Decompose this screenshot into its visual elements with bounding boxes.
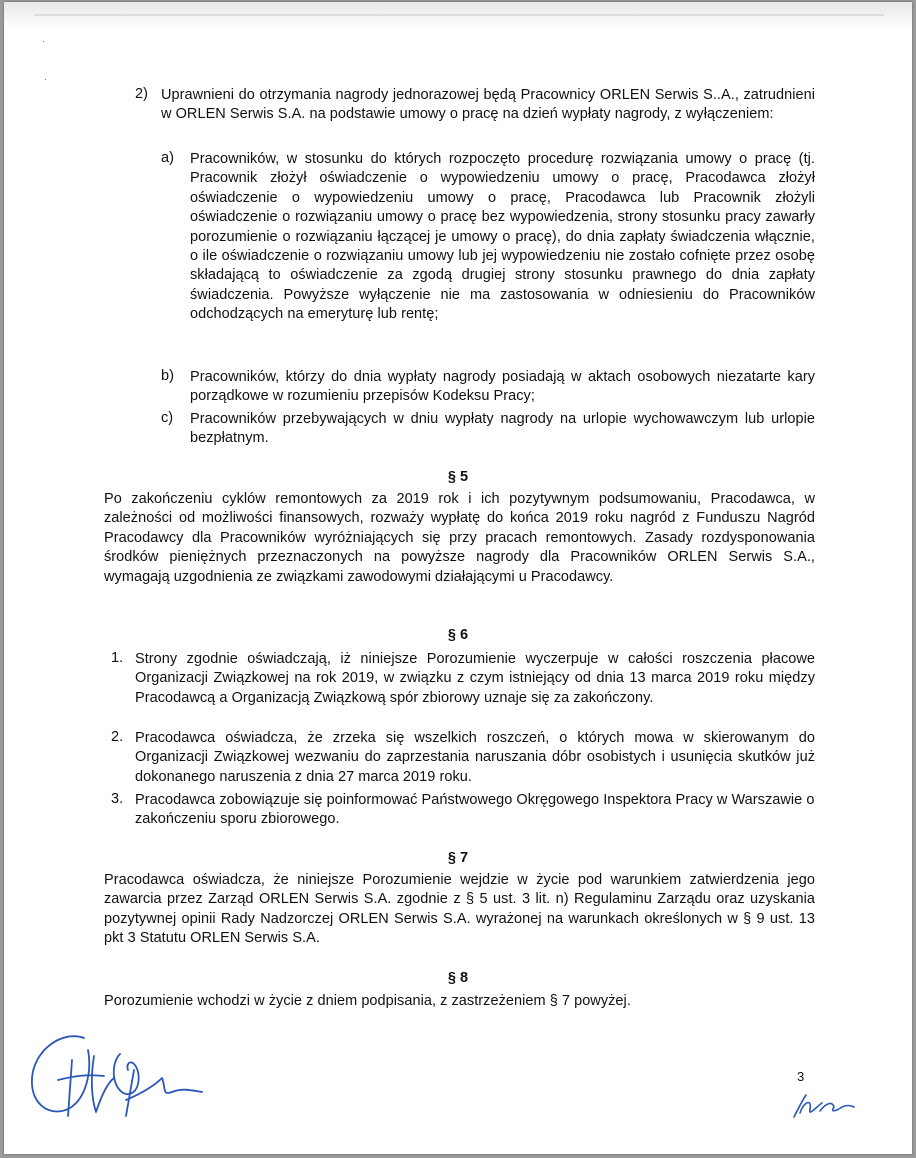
section-6-item-3: Pracodawca zobowiązuje się poinformować Państwowego Okręgowego Inspektora Pracy w Warszawie o zakończeniu sporu zbiorowego. — [135, 792, 815, 828]
section-5-text: Po zakończeniu cyklów remontowych za 2019 rok i ich pozytywnym podsumowaniu, Pracodawca, w zależności od możliwości finansowych, rozważy wypłatę do końca 2019 roku nagród z Funduszu Nagród Pracodawcy dla Pracowników wyróżniających się przy pracach remontowych. Zasady rozdysponowania środków pieniężnych przeznaczonych na powyższe nagrody dla Pracowników ORLEN Serwis S.A., wymagają uzgodnienia ze związkami zawodowymi działającymi u Pracodawcy. — [104, 491, 815, 585]
section-5-heading: § 5 — [447, 469, 469, 485]
list-marker: 2. — [111, 729, 124, 745]
section-7-text: Pracodawca oświadcza, że niniejsze Porozumienie wejdzie w życie pod warunkiem zatwierdzenia jego zawarcia przez Zarząd ORLEN Serwis S.A. zgodnie z § 5 ust. 3 lit. n) Regulaminu Zarządu oraz uzyskania pozytywnej opinii Rady Nadzorczej ORLEN Serwis S.A. wyrażonej na warunkach określonych w § 9 ust. 13 pkt 3 Statutu ORLEN Serwis S.A. — [104, 872, 815, 947]
section-8-heading: § 8 — [447, 970, 469, 986]
item-2-text: Uprawnieni do otrzymania nagrody jednorazowej będą Pracownicy ORLEN Serwis S..A., zatrudnieni w ORLEN Serwis S.A. na podstawie umowy o pracę na dzień wypłaty nagrody, z wyłączeniem: — [161, 87, 815, 123]
scan-speck: · — [44, 74, 47, 84]
handwritten-signature-left — [22, 1020, 212, 1130]
subitem-c-text: Pracowników przebywających w dniu wypłaty nagrody na urlopie wychowawczym lub urlopie bezpłatnym. — [190, 411, 815, 447]
list-marker: c) — [161, 410, 174, 426]
list-marker: a) — [161, 150, 174, 166]
scan-speck: · — [42, 36, 45, 46]
section-8-text: Porozumienie wchodzi w życie z dniem podpisania, z zastrzeżeniem § 7 powyżej. — [104, 993, 631, 1009]
section-6-item-2: Pracodawca oświadcza, że zrzeka się wszelkich roszczeń, o których mowa w skierowanym do Organizacji Związkowej wezwaniu do zaprzestania naruszania dóbr osobistych i usunięcia skutków już dokonanego naruszenia z dnia 27 marca 2019 roku. — [135, 730, 815, 785]
list-marker: 1. — [111, 650, 124, 666]
document-page — [4, 2, 912, 1154]
initials-signature-right — [776, 1087, 866, 1127]
page-number: 3 — [797, 1069, 805, 1084]
scan-line — [34, 14, 884, 16]
section-6-heading: § 6 — [447, 627, 469, 643]
subitem-a-text: Pracowników, w stosunku do których rozpoczęto procedurę rozwiązania umowy o pracę (tj. Pracownik złożył oświadczenie o wypowiedzeniu umowy o pracę, Pracodawca złożył oświadczenie o wypowiedzeniu umowy o pracę, Pracodawca lub Pracownik złożyli oświadczenie o rozwiązaniu umowy o pracę bez wypowiedzenia, strony stosunku pracy zawarły porozumienie o rozwiązaniu łączącej je umowy o pracę), do dnia zapłaty świadczenia włącznie, o ile oświadczenie o rozwiązaniu umowy lub jej wypowiedzeniu nie zostało cofnięte przez osobę składającą to oświadczenie za zgodą drugiej strony stosunku prawnego do dnia zapłaty świadczenia. Powyższe wyłączenie nie ma zastosowania w odniesieniu do Pracowników odchodzących na emeryturę lub rentę; — [190, 151, 815, 323]
section-6-item-1: Strony zgodnie oświadczają, iż niniejsze Porozumienie wyczerpuje w całości roszczenia płacowe Organizacji Związkowej na rok 2019, w związku z czym istniejący od dnia 13 marca 2019 roku między Pracodawcą a Organizacją Związkową spór zbiorowy uznaje się za zakończony. — [135, 651, 815, 706]
list-marker: 3. — [111, 791, 124, 807]
subitem-b-text: Pracowników, którzy do dnia wypłaty nagrody posiadają w aktach osobowych niezatarte kary porządkowe w rozumieniu przepisów Kodeksu Pracy; — [190, 369, 815, 405]
list-marker: b) — [161, 368, 174, 384]
list-marker: 2) — [135, 86, 148, 102]
section-7-heading: § 7 — [447, 850, 469, 866]
